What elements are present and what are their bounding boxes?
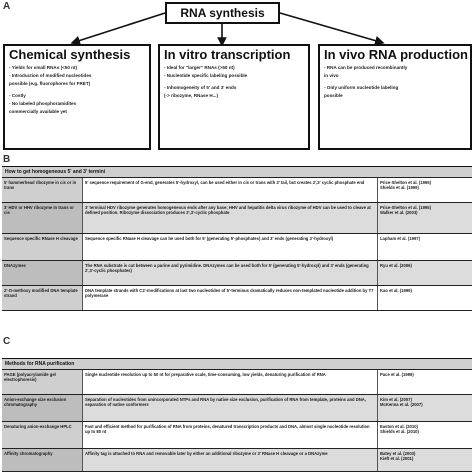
description-cell: 5' sequence requirement of G-end, generates 5'-hydroxyl, can be used either in cis or trans with 3' tail, but creates 2',3' cyclic phosphate end [82, 178, 377, 202]
category-line: (-> ribozyme, RNase H...) [164, 93, 218, 98]
category-in-vitro-transcription [158, 44, 310, 150]
table-row [2, 261, 472, 286]
rna-synthesis-root-label: RNA synthesis [180, 6, 265, 20]
panel-c-table [2, 358, 472, 472]
reference-cell [377, 203, 472, 233]
description-cell: 3' terminal HDV ribozyme generates homogeneous ends after any base; HHV and hepatitis delta virus ribozyme of HDV can be used to cleave at defined position. Ribozyme dissociation produces 2',3'-cyclic phosphate [82, 203, 377, 233]
arrow-to-in-vivo-production [280, 13, 380, 42]
method-cell: Anion-exchange size exclusion chromatography [2, 395, 82, 421]
table-row [2, 395, 472, 422]
table-row [2, 286, 472, 311]
reference: McKenna et al. (2007) [380, 401, 423, 407]
method-cell: 3' HDV or HHV ribozyme in trans or cis [2, 203, 82, 233]
category-line: - Introduction of modified nucleotides [9, 73, 92, 78]
reference: Walker et al. (2003) [380, 209, 418, 215]
reference: Pace et al. (1999) [380, 371, 414, 377]
reference: Shields et al. (2010) [380, 428, 419, 434]
panel-b-table [2, 166, 472, 311]
category-line: possible (e.g. fluorophores for FRET) [9, 81, 91, 86]
reference-cell [377, 395, 472, 421]
reference: Batey et al. (2003) [380, 450, 416, 456]
category-line: - No labeled phosphoramidites [9, 101, 77, 106]
method-cell: 2'-O-methoxy modified DNA template strand [2, 286, 82, 310]
category-line: - Ideal for "larger" RNAs (>50 nt) [164, 65, 235, 70]
method-cell: Denaturing anion-exchange HPLC [2, 422, 82, 448]
category-line: - Only uniform nucleotide labeling [324, 85, 399, 90]
reference-cell [377, 422, 472, 448]
reference: Price-Shelton et al. (1995) [380, 179, 431, 185]
table-row [2, 422, 472, 449]
method-cell: Sequence specific RNase H cleavage [2, 234, 82, 260]
reference: Kao et al. (1999) [380, 287, 412, 293]
description-cell: Sequence specific RNase H cleavage can be used both for 5' (generating 5'-phosphates) and 3' ends (generating 3'-hydroxyl) [82, 234, 377, 260]
category-line: in vivo [324, 73, 339, 78]
panel-c-letter: C [3, 336, 11, 347]
category-line: possible [324, 93, 343, 98]
method-cell: DNAzymes [2, 261, 82, 285]
reference: Price-Shelton et al. (1995) [380, 204, 431, 210]
category-line: - Costly [9, 93, 26, 98]
reference: Lapham et al. (1997) [380, 235, 421, 241]
description-cell: DNA template strands with C2'-modifications at last two nucleotides of 5'-terminus dramatically reduces non-templated nucleotide addition by T7 polymerase [82, 286, 377, 310]
table-row [2, 203, 472, 234]
category-line: - RNA can be produced recombinantly [324, 65, 408, 70]
description-cell: Separation of nucleotides from unincorporated NTPs and RNA by native size exclusion, purification of RNA from template, proteins and DNA, separation of native conformers [82, 395, 377, 421]
panel-a-letter: A [3, 1, 11, 12]
reference-cell [377, 234, 472, 260]
reference-cell [377, 449, 472, 471]
reference: Kieft et al. (2001) [380, 455, 414, 461]
category-line: - Nucleotide specific labeling possible [164, 73, 248, 78]
reference: Easton et al. (2010) [380, 423, 418, 429]
category-title: Chemical synthesis [9, 47, 131, 62]
panel-c-title: Methods for RNA purification [2, 359, 472, 370]
reference-cell [377, 370, 472, 394]
method-cell: 5' hammerhead ribozyme in cis or in trans [2, 178, 82, 202]
table-row [2, 449, 472, 472]
reference-cell [377, 178, 472, 202]
description-cell: Single nucleotide resolution up to 50 nt for preparative scale, time-consuming, low yields, denaturing purification of RNA [82, 370, 377, 394]
reference: Kim et al. (2007) [380, 396, 412, 402]
reference: Ryu et al. (2006) [380, 262, 412, 268]
method-cell: PAGE (polyacrylamide gel electrophoresis) [2, 370, 82, 394]
category-title: In vitro transcription [164, 47, 291, 62]
category-chemical-synthesis [3, 44, 151, 150]
reference: Shields et al. (1999) [380, 184, 419, 190]
method-cell: Affinity chromatography [2, 449, 82, 471]
category-title: In vivo RNA production [324, 47, 468, 62]
table-row [2, 178, 472, 203]
reference-cell [377, 261, 472, 285]
category-line: - Yields for small RNAs (<50 nt) [9, 65, 78, 70]
description-cell: Affinity tag is attached to RNA and removable later by either an additional ribozyme or 3' RNase H cleavage or a DNAzyme [82, 449, 377, 471]
description-cell: The RNA substrate is cut between a purine and pyrimidine. DNAzymes can be used both for 5' (generating 5'-hydroxyl) and 3' ends (generating 2',3'-cyclic phosphates) [82, 261, 377, 285]
panel-b-letter: B [3, 154, 11, 165]
table-row [2, 234, 472, 261]
panel-b-title: How to get homogeneous 5' and 3' termini [2, 167, 472, 178]
arrow-to-chemical-synthesis [75, 13, 165, 42]
category-line: - Inhomogeneity of 5' and 3' ends [164, 85, 237, 90]
category-in-vivo-production [318, 44, 472, 150]
category-line: commercially available yet [9, 109, 67, 114]
description-cell: Fast and efficient method for purification of RNA from proteins, denatured transcription products and DNA, almost single nucleotide resolution up to 80 nt [82, 422, 377, 448]
reference-cell [377, 286, 472, 310]
table-row [2, 370, 472, 395]
